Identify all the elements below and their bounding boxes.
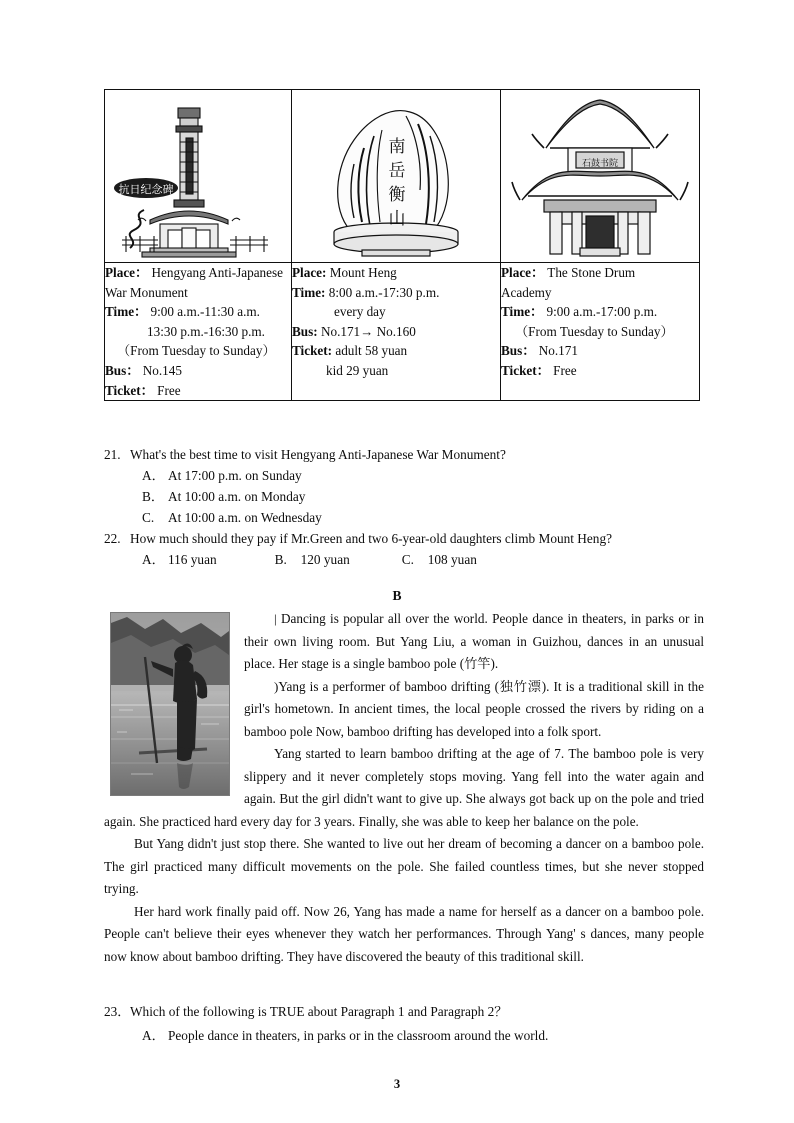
question-23-stem-row (104, 1000, 704, 1024)
mount-heng-stone-illustration (306, 90, 486, 258)
option-letter: C. (142, 510, 155, 525)
monument-caption-tag (114, 178, 178, 198)
stone-drum-academy-image-cell (501, 90, 700, 263)
option-letter: B． (142, 489, 165, 504)
question-21-option-b[interactable] (104, 486, 704, 507)
question-22-number: 22. (104, 531, 121, 546)
monument-details-cell (105, 263, 292, 401)
detail-line: Time： 9:00 a.m.-11:30 a.m. (105, 304, 260, 320)
paragraph-1-text: Dancing is popular all over the world. People dance in theaters, in parks or in their own living room. But Yang Liu, a woman in Guizhou, dances in an unusual place. Her stage is a single bamboo pole (竹竿). (244, 611, 704, 671)
option-text: At 17:00 p.m. on Sunday (168, 468, 302, 483)
detail-line: Bus: No.171→ No.160 (292, 323, 416, 339)
question-23-number: 23． (104, 1004, 131, 1019)
detail-line: Academy (501, 284, 552, 300)
question-22-stem-row (104, 528, 704, 549)
detail-line: Ticket： Free (105, 382, 181, 398)
attractions-info-table (104, 89, 700, 401)
svg-text:衡: 衡 (388, 185, 406, 205)
detail-line: （From Tuesday to Sunday） (515, 323, 674, 339)
option-text: 108 yuan (427, 552, 477, 567)
question-23-stem: Which of the following is TRUE about Paragraph 1 and Paragraph 2？ (130, 1004, 508, 1019)
question-22-options-row (104, 549, 704, 570)
stone-drum-academy-illustration (510, 90, 690, 258)
detail-line: Bus： No.145 (105, 362, 182, 378)
question-22-option-a[interactable] (142, 552, 217, 567)
option-text: 116 yuan (168, 552, 217, 567)
section-b-label: B (392, 588, 402, 603)
passage-paragraph-1: | Dancing is popular all over the world. People dance in theaters, in parks or in their own living room. But Yang Liu, a woman in Guizhou, dances in an unusual place. Her stage is a single bamboo pole (竹竿). (244, 611, 704, 671)
passage-paragraph-2: )Yang is a performer of bamboo drifting (独竹漂). It is a traditional skill in the girl's hometown. In ancient times, the local people crossed the rivers by riding on a bamboo pole Now, bamboo drifting has developed into a folk sport. (244, 678, 704, 739)
academy-plaque-text: 石鼓书院 (581, 159, 619, 169)
question-22 (104, 528, 704, 570)
detail-line: Ticket： Free (501, 362, 577, 378)
detail-line: Place： The Stone Drum (501, 265, 636, 280)
passage-paragraph-4: But Yang didn't just stop there. She wanted to live out her dream of becoming a dancer on a bamboo pole. The girl practiced many difficult movements on the pole. She failed countless times, but she never stopped trying. (104, 836, 704, 896)
option-letter: B. (274, 552, 287, 567)
detail-line: （From Tuesday to Sunday） (117, 343, 276, 359)
table-row-illustrations (105, 90, 700, 263)
question-21 (104, 444, 704, 528)
mount-heng-details-cell (292, 263, 501, 401)
detail-line: 13:30 p.m.-16:30 p.m. (147, 323, 265, 339)
table-row-details (105, 263, 700, 401)
passage-paragraph-5: Her hard work finally paid off. Now 26, Yang has made a name for herself as a dancer on a bamboo pole. People can't believe their eyes whenever they watch her performances. Through Yang' s dances, many people now know about bamboo drifting. They have discovered the beauty of this traditional skill. (104, 903, 704, 964)
detail-line: Ticket: adult 58 yuan (292, 343, 408, 359)
question-21-stem-row (104, 444, 704, 465)
svg-text:山: 山 (388, 209, 406, 229)
question-22-option-c[interactable] (402, 552, 477, 567)
question-22-stem: How much should they pay if Mr.Green and two 6-year-old daughters climb Mount Heng? (130, 531, 613, 546)
option-text: At 10:00 a.m. on Wednesday (168, 510, 322, 525)
option-letter: A． (142, 468, 165, 483)
mount-heng-inscription: 南 (388, 137, 406, 157)
detail-line: Place： Hengyang Anti-Japanese (105, 265, 283, 280)
detail-line: Bus： No.171 (501, 343, 578, 359)
option-text: People dance in theaters, in parks or in the classroom around the world. (168, 1028, 549, 1043)
option-text: 120 yuan (300, 552, 350, 567)
detail-line: Time： 9:00 a.m.-17:00 p.m. (501, 304, 658, 320)
monument-image-cell (105, 90, 292, 263)
question-21-option-c[interactable] (104, 507, 704, 528)
svg-text:岳: 岳 (388, 161, 406, 181)
mount-heng-image-cell (292, 90, 501, 263)
hengyang-anti-japanese-war-monument-illustration (110, 90, 286, 258)
bamboo-drifting-dancer-photo (110, 612, 230, 796)
option-letter: A． (142, 1028, 165, 1043)
academy-details-cell (501, 263, 700, 401)
detail-line: every day (334, 304, 386, 320)
svg-text:抗日纪念碑: 抗日纪念碑 (118, 183, 174, 196)
paragraph-2-text: Yang is a performer of bamboo drifting (独竹漂). It is a traditional skill in the girl's hometown. In ancient times, the local people crossed the rivers by riding on a bamboo pole Now, bamboo drifting has developed into a folk sport. (244, 678, 704, 739)
question-23-option-a[interactable] (104, 1024, 704, 1048)
option-letter: C. (401, 552, 414, 567)
detail-line: kid 29 yuan (326, 362, 389, 378)
question-21-number: 21. (104, 447, 121, 462)
option-letter: A． (142, 552, 165, 567)
detail-line: War Monument (105, 284, 188, 300)
passage-paragraph-3: Yang started to learn bamboo drifting at the age of 7. The bamboo pole is very slippery and it never completely stops moving. Yang fell into the water again and again. But the girl didn't want to give up. She always got back up on the pole and tried again. She practiced hard every day for 3 years. Finally, she was able to keep her balance on the pole. (104, 746, 704, 829)
question-21-option-a[interactable] (104, 465, 704, 486)
reading-passage-b (104, 608, 704, 968)
question-22-option-b[interactable] (275, 552, 350, 567)
detail-line: Place: Mount Heng (292, 265, 397, 280)
page-number: 3 (393, 1077, 401, 1091)
detail-line: Time: 8:00 a.m.-17:30 p.m. (292, 284, 440, 300)
question-21-stem: What's the best time to visit Hengyang Anti-Japanese War Monument? (130, 447, 506, 462)
question-23 (104, 1000, 704, 1048)
option-text: At 10:00 a.m. on Monday (168, 489, 306, 504)
